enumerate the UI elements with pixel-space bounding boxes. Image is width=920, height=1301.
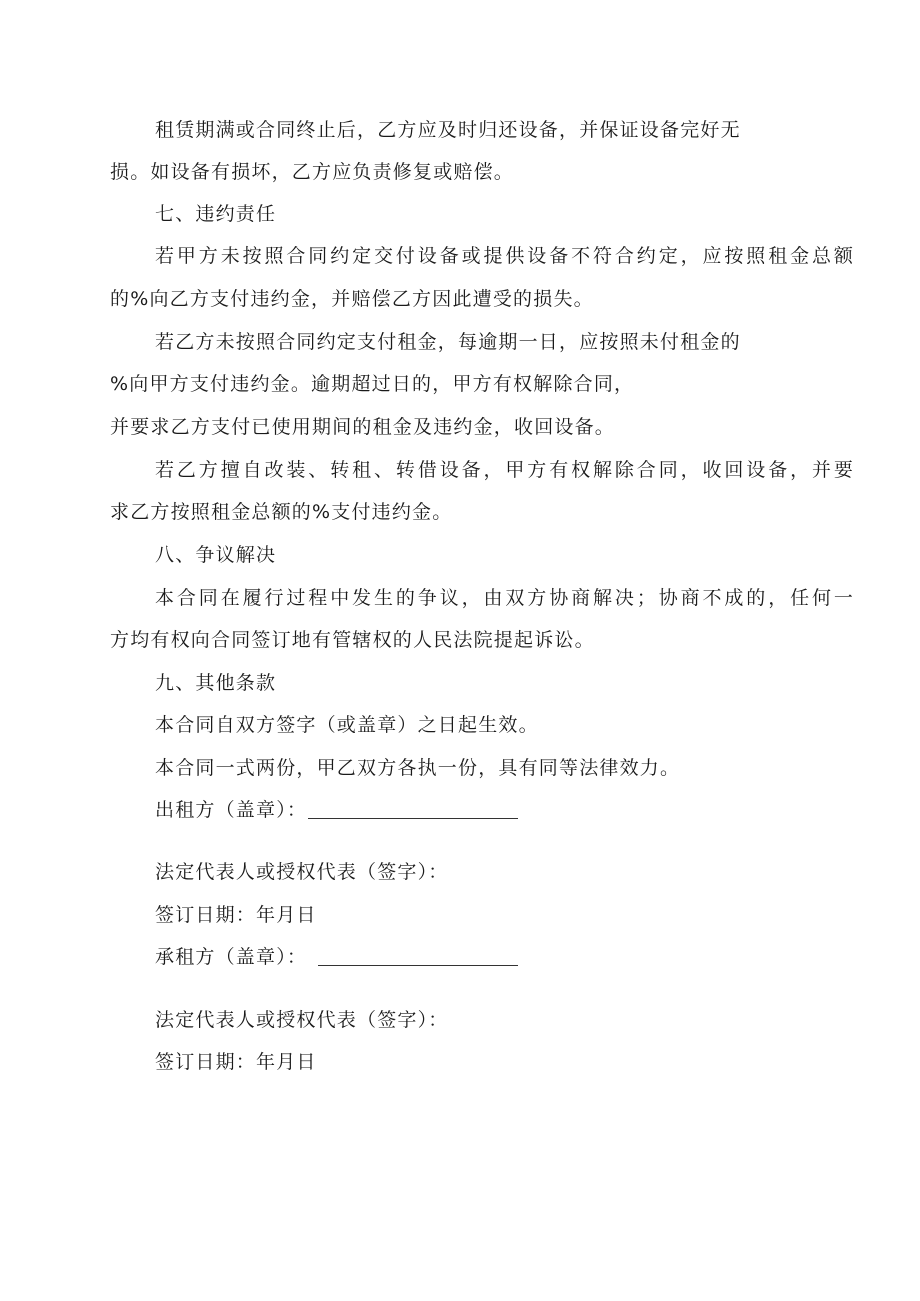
lessor-signing-date: 签订日期：年月日: [155, 904, 317, 926]
lessee-representative-label: 法定代表人或授权代表（签字）：: [155, 1009, 449, 1031]
section7-para3-line-2: 求乙方按照租金总额的%支付违约金。: [110, 501, 453, 523]
section7-para2-line-1: 若乙方未按照合同约定支付租金，每逾期一日，应按照未付租金的: [155, 331, 741, 353]
section6-line-1: 租赁期满或合同终止后，乙方应及时归还设备，并保证设备完好无: [155, 119, 741, 141]
section7-para1-line-1: 若甲方未按照合同约定交付设备或提供设备不符合约定，应按照租金总额: [155, 245, 856, 267]
lessor-seal-label: 出租方（盖章）：: [155, 799, 308, 821]
lessee-signing-date: 签订日期：年月日: [155, 1051, 317, 1073]
section6-line-2: 损。如设备有损坏，乙方应负责修复或赔偿。: [110, 161, 515, 183]
section8-para1-line-1: 本合同在履行过程中发生的争议，由双方协商解决；协商不成的，任何一: [155, 587, 856, 609]
section9-para-1: 本合同自双方签字（或盖章）之日起生效。: [155, 714, 539, 736]
lessor-seal-blank: [308, 818, 518, 819]
section8-para1-line-2: 方均有权向合同签订地有管辖权的人民法院提起诉讼。: [110, 629, 595, 651]
lessee-seal-blank: [318, 965, 518, 966]
section8-heading: 八、争议解决: [155, 544, 277, 566]
section7-heading: 七、违约责任: [155, 203, 277, 225]
lessee-seal-label: 承租方（盖章）：: [155, 946, 308, 968]
lessor-representative-label: 法定代表人或授权代表（签字）：: [155, 861, 449, 883]
section9-para-2: 本合同一式两份，甲乙双方各执一份，具有同等法律效力。: [155, 757, 681, 779]
section7-para3-line-1: 若乙方擅自改装、转租、转借设备，甲方有权解除合同，收回设备，并要: [155, 459, 856, 481]
section7-para2-line-2: %向甲方支付违约金。逾期超过日的，甲方有权解除合同，: [110, 373, 635, 395]
section7-para1-line-2: 的%向乙方支付违约金，并赔偿乙方因此遭受的损失。: [110, 288, 594, 310]
section9-heading: 九、其他条款: [155, 672, 277, 694]
section7-para2-line-3: 并要求乙方支付已使用期间的租金及违约金，收回设备。: [110, 416, 616, 438]
